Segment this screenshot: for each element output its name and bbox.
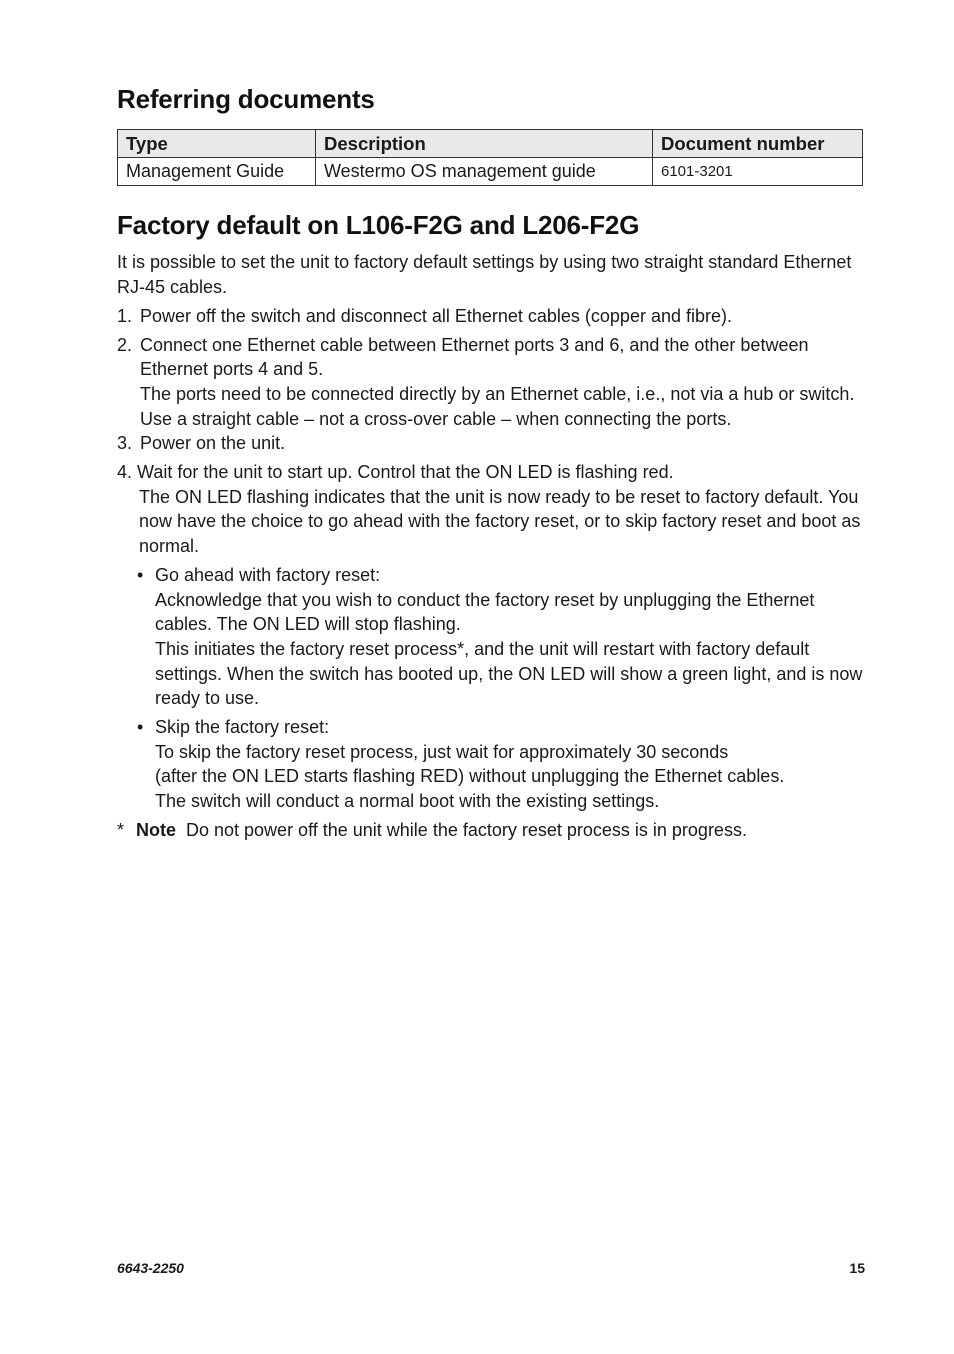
- referring-documents-table: [117, 129, 863, 186]
- bullet-icon: •: [137, 565, 144, 586]
- option-title: Go ahead with factory reset:: [155, 565, 381, 586]
- step-extra-text: The ports need to be connected directly by an Ethernet cable, i.e., not via a hub or switch. Use a straight cable – not a cross-over cable – when connecting the ports.: [140, 383, 855, 429]
- factory-default-body: [117, 250, 867, 843]
- step-number: 3.: [117, 433, 133, 454]
- step-number: 4.: [117, 462, 133, 483]
- cell-description: Westermo OS management guide: [316, 158, 653, 186]
- option-line: (after the ON LED starts flashing RED) without unplugging the Ethernet cables.: [155, 766, 785, 787]
- step-4: [117, 460, 867, 558]
- step-text: Connect one Ethernet cable between Ethernet ports 3 and 6, and the other between Ethernet ports 4 and 5.: [140, 334, 809, 380]
- note-text: Do not power off the unit while the factory reset process is in progress.: [186, 820, 747, 841]
- table-header-row: [118, 130, 863, 158]
- step-text: Power off the switch and disconnect all Ethernet cables (copper and fibre).: [140, 305, 732, 326]
- option-line: The switch will conduct a normal boot with the existing settings.: [155, 790, 660, 811]
- note-label: Note: [136, 820, 176, 841]
- option-skip-reset: [117, 715, 867, 813]
- table-row: [118, 158, 863, 186]
- note: [117, 818, 867, 843]
- column-header-document-number: Document number: [653, 130, 863, 158]
- step-text: Power on the unit.: [140, 433, 286, 454]
- option-title: Skip the factory reset:: [155, 717, 330, 738]
- asterisk-icon: *: [117, 820, 125, 841]
- column-header-type: Type: [118, 130, 316, 158]
- step-number: 1.: [117, 305, 133, 326]
- referring-documents-heading: Referring documents: [117, 84, 375, 114]
- option-line: Acknowledge that you wish to conduct the factory reset by unplugging the Ethernet cables. The ON LED will stop flashing.: [155, 589, 815, 635]
- footer-page-number: 15: [849, 1260, 865, 1276]
- intro-paragraph: It is possible to set the unit to factory default settings by using two straight standard Ethernet RJ-45 cables.: [117, 252, 852, 297]
- option-line: This initiates the factory reset process*, and the unit will restart with factory default settings. When the switch has booted up, the ON LED will show a green light, and is now ready to use.: [155, 638, 863, 709]
- option-factory-reset: [117, 563, 867, 711]
- step-text: Wait for the unit to start up. Control that the ON LED is flashing red.: [137, 462, 674, 483]
- option-line: To skip the factory reset process, just wait for approximately 30 seconds: [155, 741, 729, 762]
- footer-document-number: 6643-2250: [117, 1260, 184, 1276]
- step-1: [117, 304, 867, 329]
- step-extra-text: The ON LED flashing indicates that the unit is now ready to be reset to factory default. You now have the choice to go ahead with the factory reset, or to skip factory reset and boot as normal.: [139, 486, 861, 557]
- cell-type: Management Guide: [118, 158, 316, 186]
- step-2: [117, 333, 867, 431]
- step-number: 2.: [117, 334, 133, 355]
- bullet-icon: •: [137, 717, 144, 738]
- factory-default-heading: Factory default on L106-F2G and L206-F2G: [117, 210, 640, 240]
- column-header-description: Description: [316, 130, 653, 158]
- step-3: [117, 431, 867, 456]
- cell-document-number: 6101-3201: [653, 158, 863, 186]
